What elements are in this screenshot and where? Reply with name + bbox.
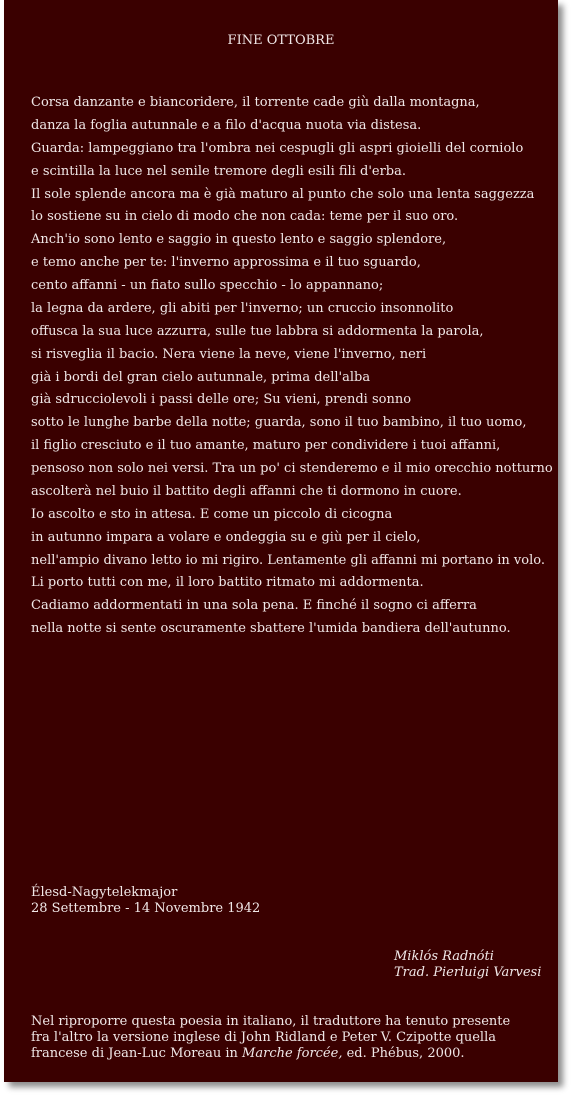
dates: 28 Settembre - 14 Novembre 1942 — [31, 901, 261, 916]
place-date — [31, 885, 260, 917]
poem-line: si risveglia il bacio. Nera viene la neve, viene l'inverno, neri — [31, 346, 427, 362]
poem-page — [4, 0, 558, 1082]
poem-line: e scintilla la luce nel senile tremore degli esili fili d'erba. — [31, 163, 407, 179]
author-name: Miklós Radnóti — [394, 949, 494, 964]
place: Élesd-Nagytelekmajor — [31, 885, 178, 900]
poem-line: la legna da ardere, gli abiti per l'inverno; un cruccio insonnolito — [31, 300, 454, 316]
poem-line: sotto le lunghe barbe della notte; guarda, sono il tuo bambino, il tuo uomo, — [31, 415, 527, 431]
poem-line: ascolterà nel buio il battito degli affanni che ti dormono in cuore. — [31, 483, 462, 499]
poem-line: il figlio cresciuto e il tuo amante, maturo per condividere i tuoi affanni, — [31, 438, 501, 454]
poem-line: Anch'io sono lento e saggio in questo lento e saggio splendore, — [31, 232, 447, 248]
poem-line: nell'ampio divano letto io mi rigiro. Lentamente gli affanni mi portano in volo. — [31, 552, 545, 568]
poem-line: cento affanni - un fiato sullo specchio - lo appannano; — [31, 278, 384, 293]
author-signature — [394, 949, 541, 981]
note-text: francese di Jean-Luc Moreau in — [31, 1046, 243, 1061]
poem-line: nella notte si sente oscuramente sbattere l'umida bandiera dell'autunno. — [31, 621, 511, 637]
poem-line: già sdrucciolevoli i passi delle ore; Su vieni, prendi sonno — [31, 392, 412, 408]
poem-line: Cadiamo addormentati in una sola pena. E finché il sogno ci afferra — [31, 598, 477, 614]
poem-line: offusca la sua luce azzurra, sulle tue labbra si addormenta la parola, — [31, 323, 484, 339]
poem-line: Guarda: lampeggiano tra l'ombra nei cespugli gli aspri gioielli del corniolo — [31, 140, 524, 156]
poem-line: Corsa danzante e biancoridere, il torrente cade giù dalla montagna, — [31, 95, 480, 110]
note-line: Nel riproporre questa poesia in italiano, il traduttore ha tenuto presente — [31, 1014, 511, 1029]
translator-note — [31, 1014, 551, 1062]
poem-line: pensoso non solo nei versi. Tra un po' ci stenderemo e il mio orecchio notturno — [31, 461, 553, 476]
book-title: Marche forcée, — [242, 1046, 343, 1061]
poem-title: FINE OTTOBRE — [227, 33, 335, 48]
poem-line: Il sole splende ancora ma è già maturo al punto che solo una lenta saggezza — [31, 186, 535, 202]
note-line: fra l'altro la versione inglese di John Ridland e Peter V. Czipotte quella — [31, 1030, 496, 1045]
poem-line: danza la foglia autunnale e a filo d'acqua nuota via distesa. — [31, 117, 422, 133]
poem-line: già i bordi del gran cielo autunnale, prima dell'alba — [31, 369, 371, 385]
poem-line: Li porto tutti con me, il loro battito ritmato mi addormenta. — [31, 575, 424, 591]
poem-body — [31, 95, 556, 644]
translator-name: Trad. Pierluigi Varvesi — [394, 965, 542, 980]
note-line — [31, 1046, 551, 1062]
poem-line: e temo anche per te: l'inverno approssima e il tuo sguardo, — [31, 255, 421, 271]
note-text: ed. Phébus, 2000. — [342, 1046, 465, 1061]
poem-line: in autunno impara a volare e ondeggia su e giù per il cielo, — [31, 529, 421, 545]
poem-line: lo sostiene su in cielo di modo che non cada: teme per il suo oro. — [31, 209, 459, 225]
poem-line: Io ascolto e sto in attesa. E come un piccolo di cicogna — [31, 506, 393, 522]
